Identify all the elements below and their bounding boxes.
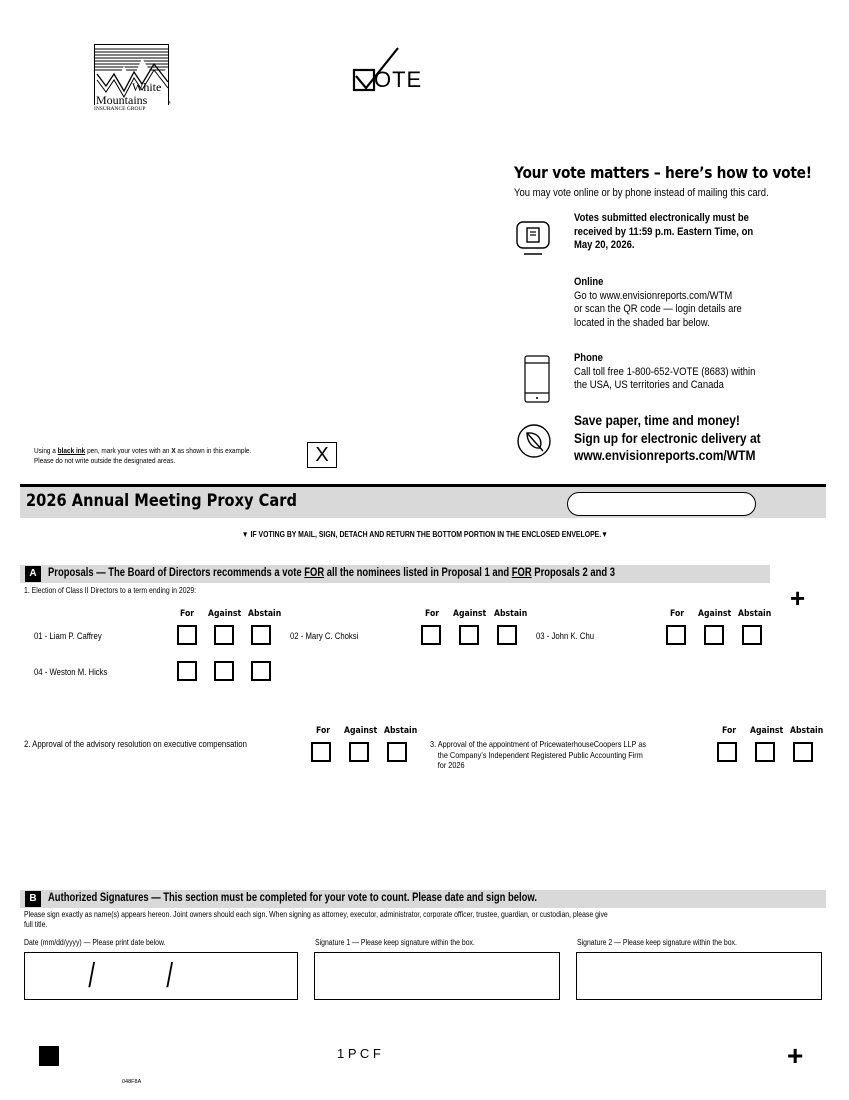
proposal-3-text: 3. Approval of the appointment of PricewaterhouseCoopers LLP as the Company’s Independent Registered Public Accounting Firm for 2026 (430, 739, 647, 770)
col-against: Against (344, 726, 378, 736)
signature-2-label: Signature 2 — Please keep signature within the box. (577, 938, 737, 947)
nominee-02-for-checkbox[interactable] (421, 625, 441, 645)
card-title: 2026 Annual Meeting Proxy Card (26, 491, 297, 511)
footer-code: 1 P C F (337, 1046, 381, 1061)
plus-mark-bottom: + (787, 1040, 804, 1071)
logo-trademark: ® (168, 100, 171, 105)
leaf-icon (516, 423, 552, 459)
section-a-badge: A (25, 566, 41, 582)
date-label: Date (mm/dd/yyyy) — Please print date below. (24, 938, 166, 947)
vote-logo (352, 46, 442, 96)
nominee-04-against-checkbox[interactable] (214, 661, 234, 681)
howto-subtitle: You may vote online or by phone instead of mailing this card. (514, 187, 769, 199)
mail-notice: ▼ IF VOTING BY MAIL, SIGN, DETACH AND RETURN THE BOTTOM PORTION IN THE ENCLOSED ENVELOPE.▼ (241, 530, 608, 539)
proposal-3-for-checkbox[interactable] (717, 742, 737, 762)
proposal-2-text: 2. Approval of the advisory resolution on executive compensation (24, 739, 247, 749)
phone-title: Phone (574, 352, 603, 364)
signature-1-field[interactable] (314, 952, 560, 1000)
howto-title: Your vote matters – here’s how to vote! (514, 163, 812, 182)
proposal-2-for-checkbox[interactable] (311, 742, 331, 762)
online-block: Online Go to www.envisionreports.com/WTM or scan the QR code — login details are located in the shaded bar below. (574, 276, 742, 329)
date-field[interactable] (24, 952, 298, 1000)
example-mark-box: X (307, 442, 337, 468)
online-title: Online (574, 276, 604, 288)
nominee-03-against-checkbox[interactable] (704, 625, 724, 645)
phone-icon (524, 355, 550, 403)
proposal-2-against-checkbox[interactable] (349, 742, 369, 762)
col-against: Against (453, 609, 487, 619)
logo-line1: White (132, 80, 162, 94)
logo-line2: Mountains (96, 93, 148, 107)
col-for: For (670, 609, 685, 619)
signature-1-label: Signature 1 — Please keep signature within the box. (315, 938, 475, 947)
col-abstain: Abstain (790, 726, 824, 736)
nominee-02: 02 - Mary C. Choksi (290, 631, 359, 641)
proposal-2-abstain-checkbox[interactable] (387, 742, 407, 762)
logo-line3: INSURANCE GROUP (94, 106, 146, 112)
signature-instructions: Please sign exactly as name(s) appears hereon. Joint owners should each sign. When signing as attorney, executor, administrator, corporate officer, trustee, guardian, or custodian, please give full title. (24, 910, 608, 929)
computer-icon (515, 220, 551, 260)
nominee-02-abstain-checkbox[interactable] (497, 625, 517, 645)
col-against: Against (750, 726, 784, 736)
white-mountains-logo (94, 44, 171, 132)
col-for: For (722, 726, 737, 736)
col-for: For (180, 609, 195, 619)
nominee-04: 04 - Weston M. Hicks (34, 667, 108, 677)
section-a-title: Proposals — The Board of Directors recommends a vote FOR all the nominees listed in Proposal 1 and FOR Proposals 2 and 3 (48, 567, 616, 579)
col-for: For (316, 726, 331, 736)
deadline-text: Votes submitted electronically must be received by 11:59 p.m. Eastern Time, on May 20, 2026. (574, 212, 754, 251)
col-against: Against (208, 609, 242, 619)
col-abstain: Abstain (384, 726, 418, 736)
footer-small-code: 048F8A (122, 1079, 142, 1085)
col-against: Against (698, 609, 732, 619)
nominee-03-for-checkbox[interactable] (666, 625, 686, 645)
nominee-04-abstain-checkbox[interactable] (251, 661, 271, 681)
date-separator: / (166, 957, 174, 995)
proposal-3-against-checkbox[interactable] (755, 742, 775, 762)
date-separator: / (88, 957, 96, 995)
section-b-badge: B (25, 891, 41, 907)
col-abstain: Abstain (494, 609, 528, 619)
paper-block: Save paper, time and money! Sign up for electronic delivery at www.envisionreports.com/WTM (574, 412, 761, 463)
section-b-title: Authorized Signatures — This section must be completed for your vote to count. Please date and sign below. (48, 892, 538, 904)
nominee-01: 01 - Liam P. Caffrey (34, 631, 102, 641)
nominee-04-for-checkbox[interactable] (177, 661, 197, 681)
nominee-01-against-checkbox[interactable] (214, 625, 234, 645)
login-oval (567, 492, 756, 516)
col-abstain: Abstain (248, 609, 282, 619)
vote-logo-text: OTE (374, 67, 423, 92)
nominee-02-against-checkbox[interactable] (459, 625, 479, 645)
marking-instructions: Using a black ink pen, mark your votes with an X as shown in this example. Please do not write outside the designated areas. (34, 446, 252, 465)
col-abstain: Abstain (738, 609, 772, 619)
phone-block: Phone Call toll free 1-800-652-VOTE (8683) within the USA, US territories and Canada (574, 352, 756, 391)
proposal-1-text: 1. Election of Class II Directors to a term ending in 2029: (24, 586, 197, 595)
signature-2-field[interactable] (576, 952, 822, 1000)
nominee-01-for-checkbox[interactable] (177, 625, 197, 645)
nominee-03-abstain-checkbox[interactable] (742, 625, 762, 645)
col-for: For (425, 609, 440, 619)
nominee-03: 03 - John K. Chu (536, 631, 595, 641)
proposal-3-abstain-checkbox[interactable] (793, 742, 813, 762)
plus-mark-top: + (790, 583, 806, 613)
registration-square (39, 1046, 59, 1066)
nominee-01-abstain-checkbox[interactable] (251, 625, 271, 645)
